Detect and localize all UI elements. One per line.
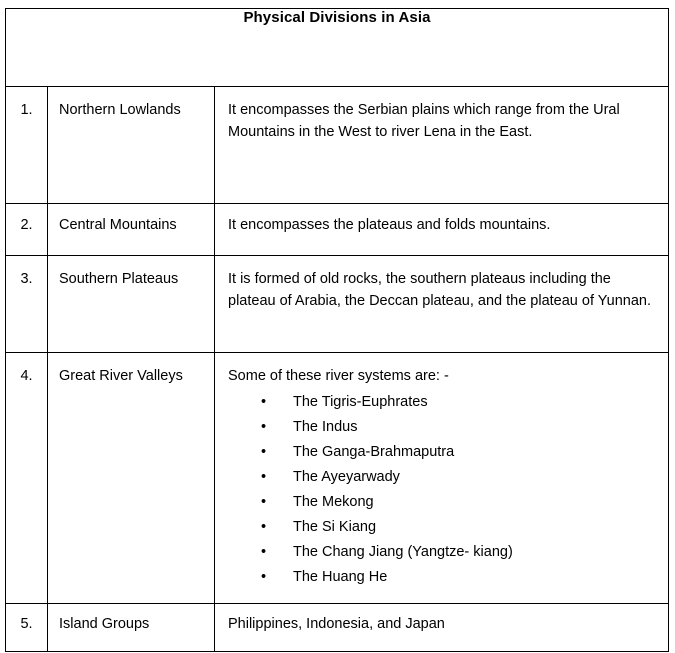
- river-system-label: The Mekong: [293, 493, 374, 510]
- row-number-cell: [6, 256, 48, 353]
- row-number-cell: [6, 204, 48, 256]
- table-row: [6, 604, 669, 652]
- division-name: Northern Lowlands: [59, 102, 181, 118]
- row-number: 2.: [20, 217, 33, 233]
- row-number-cell: [6, 604, 48, 652]
- row-name-cell: [48, 604, 215, 652]
- row-name-cell: [48, 353, 215, 604]
- river-system-item: [228, 565, 658, 590]
- river-system-item: [228, 440, 658, 465]
- row-name-cell: [48, 256, 215, 353]
- row-description-cell: [215, 604, 669, 652]
- river-system-item: [228, 540, 658, 565]
- table-row: [6, 256, 669, 353]
- bullet-icon: •: [261, 493, 267, 510]
- row-number: 1.: [20, 102, 33, 118]
- physical-divisions-table: [5, 8, 669, 652]
- row-number: 3.: [20, 271, 33, 287]
- division-description: Philippines, Indonesia, and Japan: [228, 616, 445, 632]
- river-system-label: The Ayeyarwady: [293, 468, 400, 485]
- division-description-block: [215, 353, 668, 590]
- row-description-cell: [215, 204, 669, 256]
- division-name: Southern Plateaus: [59, 271, 179, 287]
- river-systems-lead-in: Some of these river systems are: -: [228, 368, 449, 384]
- river-system-label: The Ganga-Brahmaputra: [293, 443, 455, 460]
- division-description: It encompasses the plateaus and folds mountains.: [228, 217, 551, 233]
- bullet-icon: •: [261, 543, 267, 560]
- river-system-item: [228, 490, 658, 515]
- river-system-item: [228, 390, 658, 415]
- row-number-cell: [6, 87, 48, 204]
- table-title-cell: [6, 9, 669, 87]
- river-system-item: [228, 465, 658, 490]
- row-number-cell: [6, 353, 48, 604]
- row-description-cell: [215, 353, 669, 604]
- division-name: Central Mountains: [59, 217, 177, 233]
- division-description: It encompasses the Serbian plains which range from the Ural Mountains in the West to river Lena in the East.: [228, 102, 620, 140]
- table-title-row: [6, 9, 669, 87]
- division-name: Great River Valleys: [59, 368, 183, 384]
- river-system-label: The Chang Jiang (Yangtze- kiang): [293, 543, 513, 560]
- bullet-icon: •: [261, 518, 267, 535]
- river-system-item: [228, 415, 658, 440]
- bullet-icon: •: [261, 568, 267, 585]
- row-number: 4.: [20, 368, 33, 384]
- page-title: Physical Divisions in Asia: [243, 9, 431, 26]
- river-systems-list: [228, 390, 658, 590]
- division-description: It is formed of old rocks, the southern plateaus including the plateau of Arabia, the Deccan plateau, and the plateau of Yunnan.: [228, 271, 651, 309]
- row-description-cell: [215, 87, 669, 204]
- table-row: [6, 87, 669, 204]
- bullet-icon: •: [261, 468, 267, 485]
- bullet-icon: •: [261, 418, 267, 435]
- row-name-cell: [48, 87, 215, 204]
- division-name: Island Groups: [59, 616, 150, 632]
- table-row: [6, 353, 669, 604]
- river-system-label: The Indus: [293, 418, 358, 435]
- river-system-label: The Si Kiang: [293, 518, 377, 535]
- bullet-icon: •: [261, 393, 267, 410]
- river-system-label: The Tigris-Euphrates: [293, 393, 428, 410]
- row-number: 5.: [20, 616, 33, 632]
- river-system-item: [228, 515, 658, 540]
- bullet-icon: •: [261, 443, 267, 460]
- table-row: [6, 204, 669, 256]
- row-description-cell: [215, 256, 669, 353]
- row-name-cell: [48, 204, 215, 256]
- river-system-label: The Huang He: [293, 568, 388, 585]
